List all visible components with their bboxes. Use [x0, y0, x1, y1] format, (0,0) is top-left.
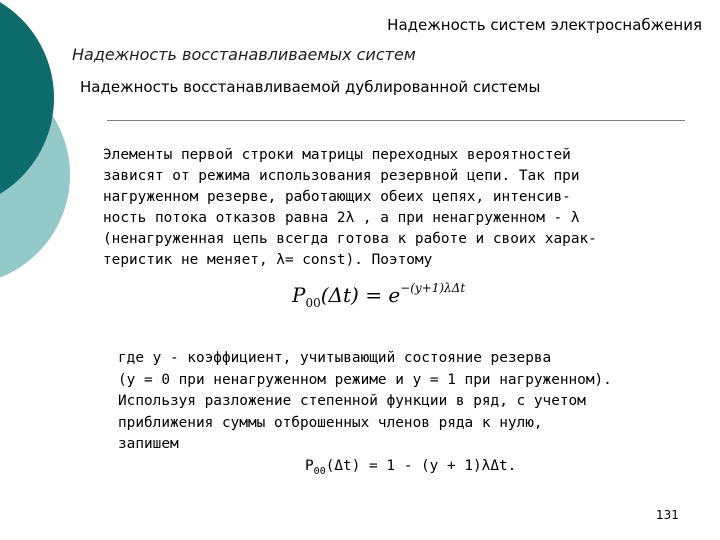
formula-exponential: [292, 283, 465, 310]
paragraph-line: запишем: [118, 436, 179, 452]
formula2-lhs: P: [305, 458, 314, 474]
formula-lhs-sub: 00: [305, 296, 321, 310]
paragraph-line: Элементы первой строки матрицы переходных вероятностей: [103, 147, 571, 163]
paragraph-line: ность потока отказов равна 2λ , а при ненагруженном - λ: [103, 210, 580, 226]
page-number: 131: [656, 508, 679, 522]
paragraph-line: приближения суммы отброшенных членов ряда к нулю,: [118, 414, 543, 431]
divider: [107, 120, 685, 121]
slide-subtitle: Надежность восстанавливаемых систем: [72, 45, 416, 64]
paragraph-1: [103, 145, 703, 271]
paragraph-line: нагруженном резерве, работающих обеих цепях, интенсив-: [103, 189, 571, 205]
paragraph-2: [118, 348, 718, 456]
section-title: Надежность восстанавливаемой дублированной системы: [80, 78, 541, 96]
formula2-lhs-sub: 00: [313, 465, 326, 477]
paragraph-line: (y = 0 при ненагруженном режиме и y = 1 при нагруженном).: [118, 371, 612, 388]
formula-linear: [305, 458, 516, 477]
slide-header: Надежность систем электроснабжения: [387, 16, 702, 34]
formula-exponent: −(y+1)λΔt: [400, 281, 466, 296]
formula-rhs: = e: [365, 283, 401, 307]
formula-lhs: P: [292, 283, 306, 307]
paragraph-line: где y - коэффициент, учитывающий состояние резерва: [118, 350, 552, 366]
formula-arg: (Δt): [320, 283, 359, 307]
paragraph-line: (ненагруженная цепь всегда готова к работе и своих харак-: [103, 231, 597, 247]
paragraph-line: Используя разложение степенной функции в ряд, с учетом: [118, 393, 586, 409]
formula2-rest: (Δt) = 1 - (y + 1)λΔt.: [325, 458, 517, 474]
paragraph-line: теристик не меняет, λ= const). Поэтому: [103, 252, 433, 268]
paragraph-line: зависят от режима использования резервной цепи. Так при: [103, 168, 580, 184]
